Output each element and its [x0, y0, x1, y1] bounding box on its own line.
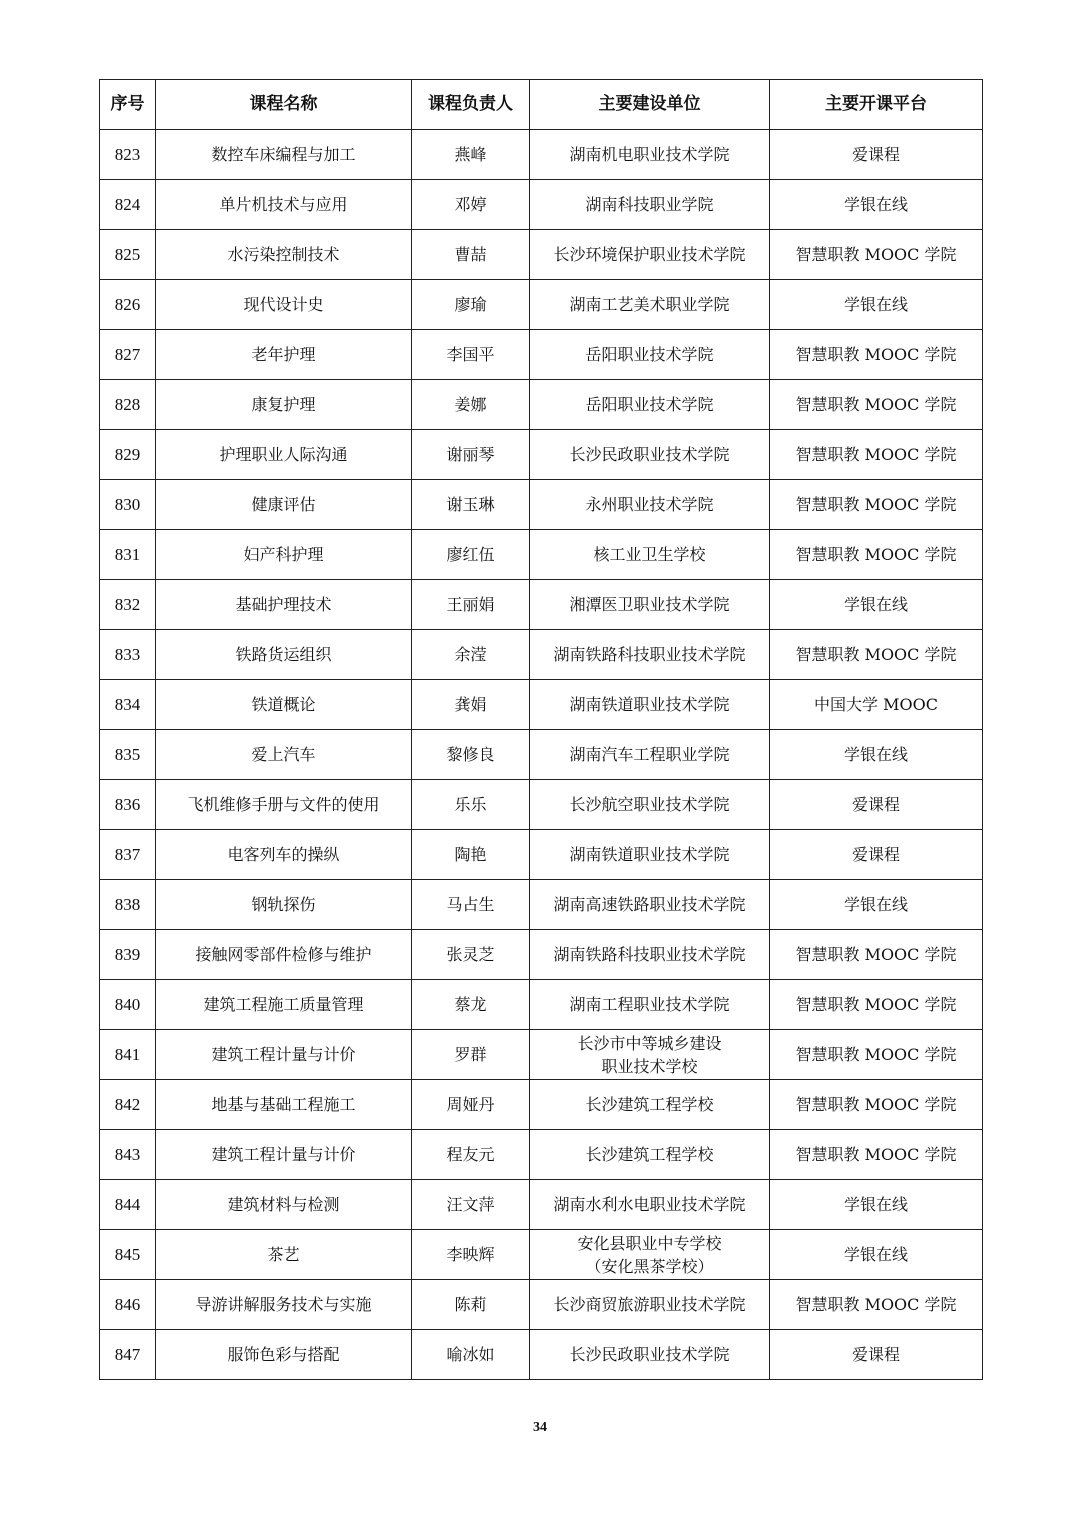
- cell-course-name: 钢轨探伤: [156, 880, 412, 930]
- cell-course-name: 妇产科护理: [156, 530, 412, 580]
- cell-platform: 学银在线: [770, 580, 983, 630]
- table-row: [100, 1030, 983, 1080]
- cell-institution: 湖南工艺美术职业学院: [530, 280, 770, 330]
- table-row: [100, 380, 983, 430]
- cell-institution: 湖南铁道职业技术学院: [530, 830, 770, 880]
- cell-course-lead: 陶艳: [412, 830, 530, 880]
- table-row: [100, 780, 983, 830]
- cell-institution: 湖南水利水电职业技术学院: [530, 1180, 770, 1230]
- cell-platform: 学银在线: [770, 280, 983, 330]
- cell-institution: 湖南机电职业技术学院: [530, 130, 770, 180]
- cell-platform: 智慧职教 MOOC 学院: [770, 430, 983, 480]
- cell-institution: 长沙民政职业技术学院: [530, 430, 770, 480]
- cell-course-name: 健康评估: [156, 480, 412, 530]
- cell-seq: 839: [100, 930, 156, 980]
- header-institution: 主要建设单位: [530, 80, 770, 130]
- cell-platform: 智慧职教 MOOC 学院: [770, 930, 983, 980]
- cell-seq: 831: [100, 530, 156, 580]
- cell-platform: 学银在线: [770, 1230, 983, 1280]
- cell-seq: 832: [100, 580, 156, 630]
- cell-platform: 智慧职教 MOOC 学院: [770, 1130, 983, 1180]
- table-row: [100, 480, 983, 530]
- cell-seq: 829: [100, 430, 156, 480]
- cell-institution: 湖南高速铁路职业技术学院: [530, 880, 770, 930]
- cell-course-lead: 黎修良: [412, 730, 530, 780]
- cell-course-name: 铁道概论: [156, 680, 412, 730]
- cell-seq: 838: [100, 880, 156, 930]
- cell-course-name: 茶艺: [156, 1230, 412, 1280]
- table-row: [100, 530, 983, 580]
- table-row: [100, 230, 983, 280]
- cell-course-lead: 姜娜: [412, 380, 530, 430]
- cell-seq: 841: [100, 1030, 156, 1080]
- cell-platform: 学银在线: [770, 880, 983, 930]
- cell-platform: 爱课程: [770, 780, 983, 830]
- cell-seq: 827: [100, 330, 156, 380]
- table-row: [100, 430, 983, 480]
- cell-course-name: 地基与基础工程施工: [156, 1080, 412, 1130]
- cell-course-lead: 龚娟: [412, 680, 530, 730]
- cell-course-lead: 喻冰如: [412, 1330, 530, 1380]
- table-row: [100, 730, 983, 780]
- cell-course-name: 数控车床编程与加工: [156, 130, 412, 180]
- table-row: [100, 680, 983, 730]
- cell-seq: 828: [100, 380, 156, 430]
- table-row: [100, 1180, 983, 1230]
- cell-institution: 湘潭医卫职业技术学院: [530, 580, 770, 630]
- cell-platform: 智慧职教 MOOC 学院: [770, 1030, 983, 1080]
- cell-course-name: 铁路货运组织: [156, 630, 412, 680]
- table-row: [100, 880, 983, 930]
- cell-institution: 长沙建筑工程学校: [530, 1080, 770, 1130]
- header-course-name: 课程名称: [156, 80, 412, 130]
- cell-seq: 837: [100, 830, 156, 880]
- cell-platform: 智慧职教 MOOC 学院: [770, 480, 983, 530]
- cell-seq: 845: [100, 1230, 156, 1280]
- cell-course-name: 接触网零部件检修与维护: [156, 930, 412, 980]
- cell-institution: 长沙航空职业技术学院: [530, 780, 770, 830]
- cell-course-lead: 曹喆: [412, 230, 530, 280]
- cell-seq: 830: [100, 480, 156, 530]
- cell-platform: 智慧职教 MOOC 学院: [770, 1280, 983, 1330]
- cell-platform: 智慧职教 MOOC 学院: [770, 230, 983, 280]
- table-row: [100, 180, 983, 230]
- cell-course-name: 护理职业人际沟通: [156, 430, 412, 480]
- cell-seq: 825: [100, 230, 156, 280]
- cell-institution: 岳阳职业技术学院: [530, 330, 770, 380]
- cell-seq: 836: [100, 780, 156, 830]
- cell-seq: 842: [100, 1080, 156, 1130]
- cell-seq: 834: [100, 680, 156, 730]
- cell-seq: 840: [100, 980, 156, 1030]
- cell-platform: 爱课程: [770, 130, 983, 180]
- cell-seq: 844: [100, 1180, 156, 1230]
- cell-seq: 826: [100, 280, 156, 330]
- cell-course-name: 建筑工程计量与计价: [156, 1130, 412, 1180]
- cell-course-lead: 廖瑜: [412, 280, 530, 330]
- cell-course-name: 现代设计史: [156, 280, 412, 330]
- cell-platform: 学银在线: [770, 180, 983, 230]
- cell-course-lead: 程友元: [412, 1130, 530, 1180]
- table-row: [100, 130, 983, 180]
- cell-institution: 长沙商贸旅游职业技术学院: [530, 1280, 770, 1330]
- cell-platform: 爱课程: [770, 830, 983, 880]
- cell-course-name: 康复护理: [156, 380, 412, 430]
- cell-institution: 湖南铁路科技职业技术学院: [530, 630, 770, 680]
- table-header-row: [100, 80, 983, 130]
- table-row: [100, 280, 983, 330]
- cell-institution: 长沙建筑工程学校: [530, 1130, 770, 1180]
- cell-course-name: 单片机技术与应用: [156, 180, 412, 230]
- cell-course-lead: 谢玉琳: [412, 480, 530, 530]
- cell-institution: 湖南科技职业学院: [530, 180, 770, 230]
- cell-course-lead: 周娅丹: [412, 1080, 530, 1130]
- table-body: [100, 130, 983, 1380]
- cell-course-name: 服饰色彩与搭配: [156, 1330, 412, 1380]
- cell-seq: 843: [100, 1130, 156, 1180]
- cell-course-lead: 陈莉: [412, 1280, 530, 1330]
- table-row: [100, 630, 983, 680]
- cell-institution: 长沙环境保护职业技术学院: [530, 230, 770, 280]
- cell-institution: 长沙市中等城乡建设 职业技术学校: [530, 1030, 770, 1080]
- table-row: [100, 1280, 983, 1330]
- cell-platform: 学银在线: [770, 730, 983, 780]
- cell-course-lead: 邓婷: [412, 180, 530, 230]
- cell-platform: 智慧职教 MOOC 学院: [770, 630, 983, 680]
- cell-institution: 永州职业技术学院: [530, 480, 770, 530]
- table-row: [100, 1230, 983, 1280]
- table-row: [100, 1330, 983, 1380]
- cell-institution: 长沙民政职业技术学院: [530, 1330, 770, 1380]
- cell-platform: 学银在线: [770, 1180, 983, 1230]
- cell-seq: 824: [100, 180, 156, 230]
- table-row: [100, 1130, 983, 1180]
- cell-institution: 湖南铁路科技职业技术学院: [530, 930, 770, 980]
- cell-platform: 爱课程: [770, 1330, 983, 1380]
- cell-course-name: 飞机维修手册与文件的使用: [156, 780, 412, 830]
- cell-course-lead: 余滢: [412, 630, 530, 680]
- header-course-lead: 课程负责人: [412, 80, 530, 130]
- cell-course-name: 电客列车的操纵: [156, 830, 412, 880]
- cell-seq: 833: [100, 630, 156, 680]
- table-row: [100, 1080, 983, 1130]
- page-number: 34: [533, 1420, 547, 1435]
- cell-course-lead: 李映辉: [412, 1230, 530, 1280]
- cell-seq: 846: [100, 1280, 156, 1330]
- cell-platform: 智慧职教 MOOC 学院: [770, 380, 983, 430]
- cell-platform: 智慧职教 MOOC 学院: [770, 980, 983, 1030]
- cell-course-lead: 蔡龙: [412, 980, 530, 1030]
- cell-platform: 智慧职教 MOOC 学院: [770, 330, 983, 380]
- cell-platform: 智慧职教 MOOC 学院: [770, 1080, 983, 1130]
- cell-course-name: 建筑工程计量与计价: [156, 1030, 412, 1080]
- cell-course-name: 爱上汽车: [156, 730, 412, 780]
- cell-course-name: 导游讲解服务技术与实施: [156, 1280, 412, 1330]
- cell-platform: 智慧职教 MOOC 学院: [770, 530, 983, 580]
- cell-course-name: 基础护理技术: [156, 580, 412, 630]
- cell-course-lead: 张灵芝: [412, 930, 530, 980]
- cell-seq: 823: [100, 130, 156, 180]
- cell-course-lead: 马占生: [412, 880, 530, 930]
- cell-institution: 湖南工程职业技术学院: [530, 980, 770, 1030]
- cell-course-lead: 罗群: [412, 1030, 530, 1080]
- table-row: [100, 580, 983, 630]
- cell-institution: 湖南汽车工程职业学院: [530, 730, 770, 780]
- header-seq: 序号: [100, 80, 156, 130]
- cell-institution: 岳阳职业技术学院: [530, 380, 770, 430]
- cell-course-lead: 王丽娟: [412, 580, 530, 630]
- cell-course-name: 建筑材料与检测: [156, 1180, 412, 1230]
- cell-seq: 847: [100, 1330, 156, 1380]
- cell-course-lead: 廖红伍: [412, 530, 530, 580]
- cell-course-lead: 燕峰: [412, 130, 530, 180]
- cell-platform: 中国大学 MOOC: [770, 680, 983, 730]
- cell-course-name: 建筑工程施工质量管理: [156, 980, 412, 1030]
- cell-course-lead: 汪文萍: [412, 1180, 530, 1230]
- table-row: [100, 930, 983, 980]
- cell-seq: 835: [100, 730, 156, 780]
- cell-course-name: 水污染控制技术: [156, 230, 412, 280]
- table-row: [100, 330, 983, 380]
- header-platform: 主要开课平台: [770, 80, 983, 130]
- cell-course-name: 老年护理: [156, 330, 412, 380]
- table-row: [100, 980, 983, 1030]
- cell-institution: 安化县职业中专学校 （安化黑茶学校）: [530, 1230, 770, 1280]
- cell-institution: 核工业卫生学校: [530, 530, 770, 580]
- cell-course-lead: 李国平: [412, 330, 530, 380]
- cell-course-lead: 乐乐: [412, 780, 530, 830]
- course-table: [99, 79, 983, 1380]
- cell-institution: 湖南铁道职业技术学院: [530, 680, 770, 730]
- table-row: [100, 830, 983, 880]
- cell-course-lead: 谢丽琴: [412, 430, 530, 480]
